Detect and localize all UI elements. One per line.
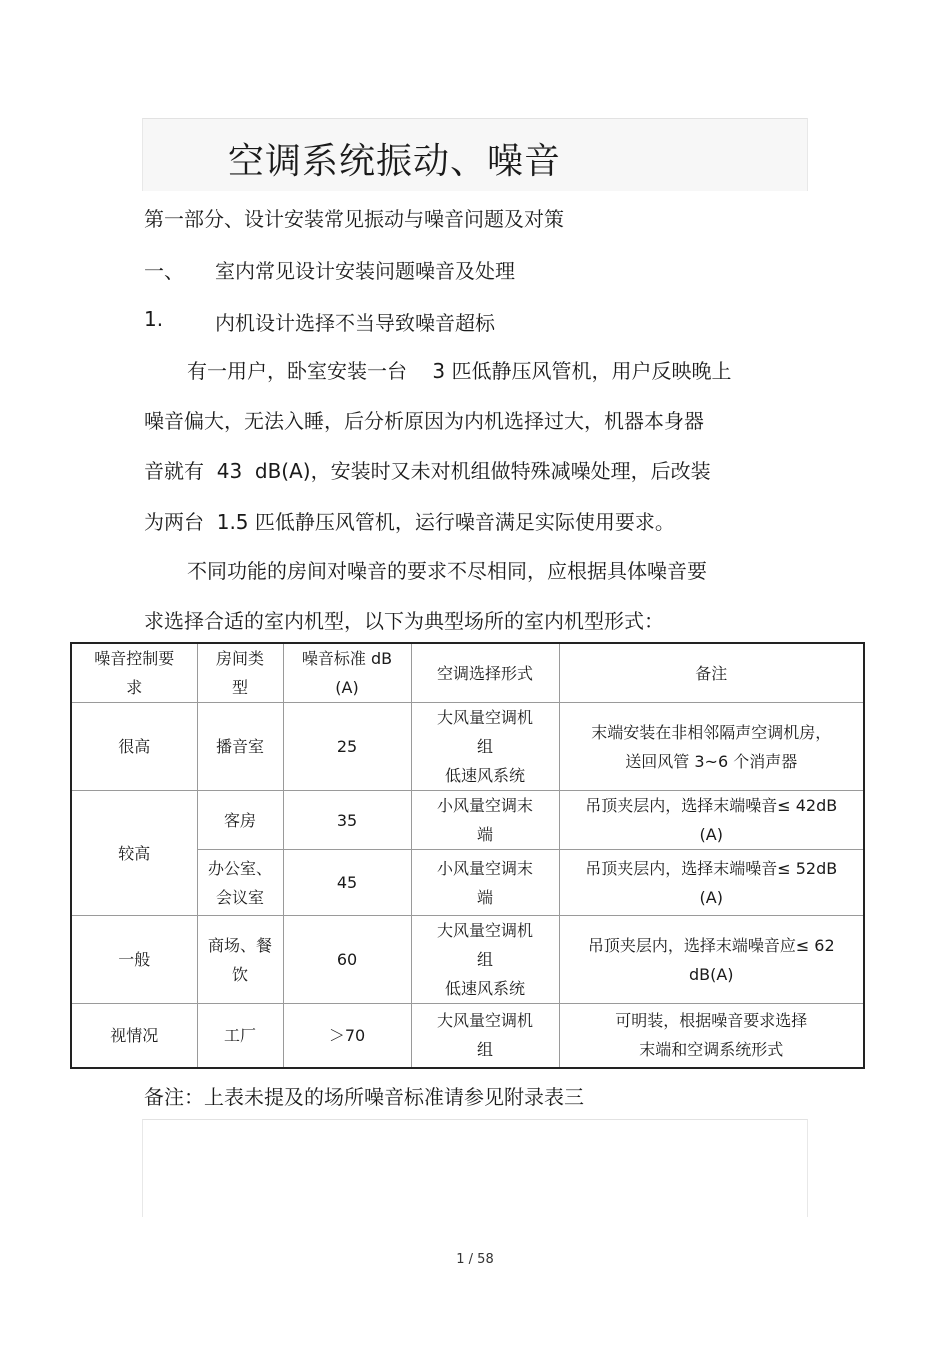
remark-cell: 吊顶夹层内，选择末端噪音≤ 42dB (A) xyxy=(559,791,864,850)
room-cell: 办公室、 会议室 xyxy=(197,850,283,916)
remark-cell: 吊顶夹层内，选择末端噪音≤ 52dB (A) xyxy=(559,850,864,916)
title-banner xyxy=(142,118,808,191)
paragraph-line: 求选择合适的室内机型，以下为典型场所的室内机型形式： xyxy=(144,609,664,633)
header-cell: 噪音控制要 求 xyxy=(71,643,197,703)
table-footnote: 备注：上表未提及的场所噪音标准请参见附录表三 xyxy=(144,1085,584,1109)
header-cell: 房间类 型 xyxy=(197,643,283,703)
room-cell: 工厂 xyxy=(197,1004,283,1068)
header-cell: 备注 xyxy=(559,643,864,703)
room-cell: 商场、餐 饮 xyxy=(197,916,283,1004)
standard-cell: 45 xyxy=(283,850,411,916)
paragraph-line: 噪音偏大，无法入睡，后分析原因为内机选择过大，机器本身器 xyxy=(144,409,704,433)
remark-cell: 可明装，根据噪音要求选择 末端和空调系统形式 xyxy=(559,1004,864,1068)
form-cell: 小风量空调末 端 xyxy=(411,850,559,916)
form-cell: 小风量空调末 端 xyxy=(411,791,559,850)
table-row xyxy=(71,703,864,791)
table-header-row xyxy=(71,643,864,703)
form-cell: 大风量空调机 组 xyxy=(411,1004,559,1068)
table-row xyxy=(71,916,864,1004)
standard-cell: 35 xyxy=(283,791,411,850)
header-cell: 噪音标准 dB (A) xyxy=(283,643,411,703)
remark-cell: 吊顶夹层内，选择末端噪音应≤ 62 dB(A) xyxy=(559,916,864,1004)
room-cell: 播音室 xyxy=(197,703,283,791)
section-number: 一、 xyxy=(144,259,184,283)
standard-cell: ＞70 xyxy=(283,1004,411,1068)
header-cell: 空调选择形式 xyxy=(411,643,559,703)
page-number: 1 / 58 xyxy=(456,1252,494,1267)
noise-standard-table xyxy=(70,642,865,1069)
paragraph-line: 为两台 1.5 匹低静压风管机，运行噪音满足实际使用要求。 xyxy=(144,510,675,534)
standard-cell: 60 xyxy=(283,916,411,1004)
table-row xyxy=(71,791,864,850)
paragraph-line: 音就有 43 dB(A)，安装时又未对机组做特殊减噪处理，后改装 xyxy=(144,459,711,483)
subsection-number: 1. xyxy=(144,307,164,331)
form-cell: 大风量空调机 组 低速风系统 xyxy=(411,703,559,791)
level-cell: 较高 xyxy=(71,791,197,916)
subsection-heading: 内机设计选择不当导致噪音超标 xyxy=(215,311,495,335)
section-heading: 室内常见设计安装问题噪音及处理 xyxy=(215,259,515,283)
part-heading: 第一部分、设计安装常见振动与噪音问题及对策 xyxy=(144,207,564,231)
level-cell: 视情况 xyxy=(71,1004,197,1068)
table-row xyxy=(71,1004,864,1068)
paragraph-line: 有一用户，卧室安装一台 3 匹低静压风管机，用户反映晚上 xyxy=(187,359,732,383)
level-cell: 一般 xyxy=(71,916,197,1004)
standard-cell: 25 xyxy=(283,703,411,791)
level-cell: 很高 xyxy=(71,703,197,791)
content-frame xyxy=(142,1119,808,1217)
page-title: 空调系统振动、噪音 xyxy=(228,141,562,182)
form-cell: 大风量空调机 组 低速风系统 xyxy=(411,916,559,1004)
paragraph-line: 不同功能的房间对噪音的要求不尽相同，应根据具体噪音要 xyxy=(187,559,707,583)
remark-cell: 末端安装在非相邻隔声空调机房， 送回风管 3~6 个消声器 xyxy=(559,703,864,791)
room-cell: 客房 xyxy=(197,791,283,850)
